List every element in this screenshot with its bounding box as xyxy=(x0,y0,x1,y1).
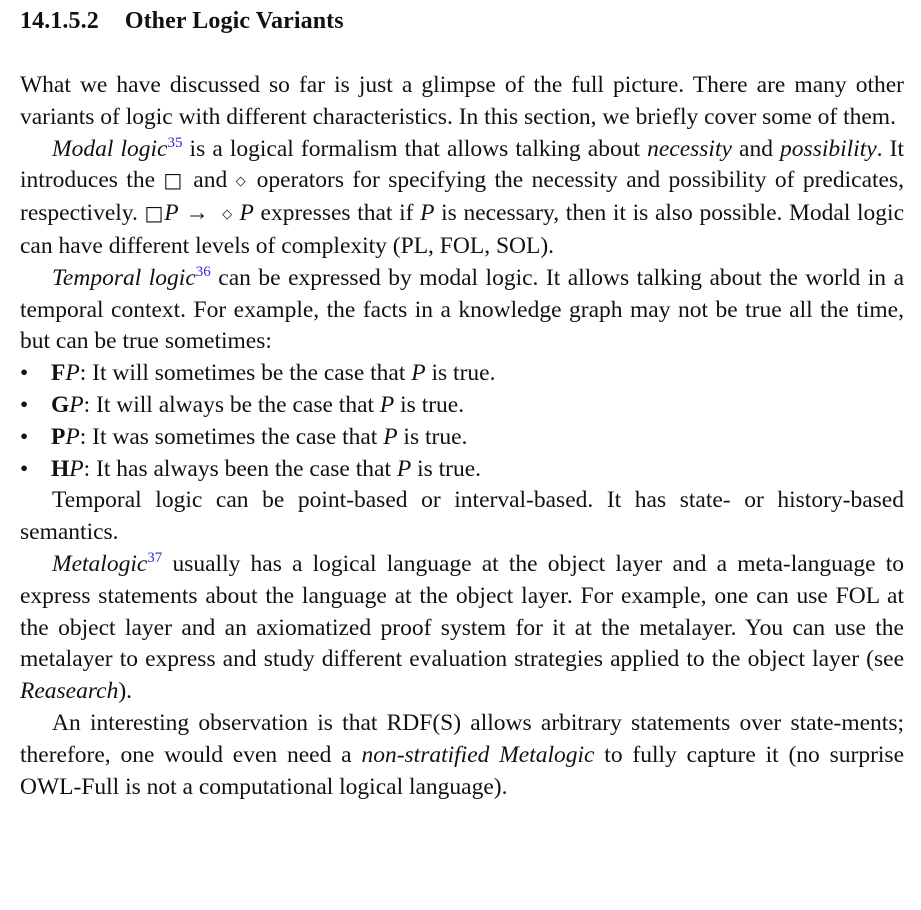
necessity-term: necessity xyxy=(647,135,732,162)
cross-reference: Reasearch xyxy=(20,678,119,705)
item-text: : It will always be the case that xyxy=(83,391,380,418)
section-heading xyxy=(20,8,344,35)
diamond-operator-symbol: ◇ xyxy=(235,174,249,190)
metalogic-paragraph xyxy=(20,549,904,708)
box-operator-symbol: □ xyxy=(144,201,165,226)
formula-var: P xyxy=(420,200,435,227)
modal-text: operators for specifying the necessity and possibility of predicates, respectively. xyxy=(20,167,904,227)
diamond-operator-symbol: ◇ xyxy=(222,207,233,223)
formula-var: P xyxy=(383,423,398,450)
modal-logic-term: Modal logic xyxy=(52,135,168,162)
modal-text: is a logical formalism that allows talking about xyxy=(182,135,648,162)
possibility-term: possibility xyxy=(780,135,877,162)
temporal-text: can be expressed by modal logic. It allows talking about the world in a temporal context. For example, the facts in a knowledge graph may not be true all the time, but can be true sometimes: xyxy=(20,264,904,355)
item-text: : It has always been the case that xyxy=(83,455,397,482)
operator-symbol: F xyxy=(51,360,66,387)
modal-text: and xyxy=(184,167,236,194)
formula-var: P xyxy=(239,200,254,227)
metalogic-term: Metalogic xyxy=(52,550,148,577)
section-number: 14.1.5.2 xyxy=(20,8,99,34)
list-item xyxy=(20,454,904,486)
operator-symbol: G xyxy=(51,391,70,418)
rdf-paragraph xyxy=(20,708,904,803)
operator-symbol: P xyxy=(51,423,66,450)
modal-text: and xyxy=(731,135,781,162)
formula-var: P xyxy=(65,423,80,450)
item-text: is true. xyxy=(394,391,465,418)
rdf-text: to fully capture it (no surprise OWL-Full is not a computational logical language). xyxy=(20,741,904,800)
temporal-operators-list xyxy=(20,358,904,485)
footnote-ref-36[interactable]: 36 xyxy=(195,263,211,280)
item-text: is true. xyxy=(397,423,468,450)
modal-text: . It introduces the xyxy=(20,135,905,194)
formula-var: P xyxy=(396,455,412,482)
intro-paragraph: What we have discussed so far is just a glimpse of the full picture. There are many other variants of logic with different characteristics. In this section, we briefly cover some of them. xyxy=(20,72,904,130)
formula-var: P xyxy=(69,455,84,482)
list-item xyxy=(20,390,904,422)
temporal-logic-term: Temporal logic xyxy=(52,264,196,291)
list-item xyxy=(20,358,904,390)
footnote-ref-35[interactable]: 35 xyxy=(167,134,183,151)
section-body xyxy=(20,70,904,803)
modal-text: expresses that if xyxy=(253,200,421,227)
section-title: Other Logic Variants xyxy=(124,8,344,34)
formula-var: P xyxy=(69,391,84,418)
list-item xyxy=(20,422,904,454)
formula-var: P xyxy=(411,360,426,387)
item-text: is true. xyxy=(411,455,482,482)
item-text: : It will sometimes be the case that xyxy=(79,360,412,387)
rdf-text: An interesting observation is that RDF(S) allows arbitrary statements over state-ments; therefore, one would even need a xyxy=(20,709,904,768)
implies-arrow: → xyxy=(185,200,209,227)
bullet-icon: • xyxy=(20,423,29,450)
formula-var: P xyxy=(65,360,80,387)
operator-symbol: H xyxy=(51,455,70,482)
modal-text: is necessary, then it is also possible. Modal logic can have different levels of complexity (PL, FOL, SOL). xyxy=(20,200,905,259)
formula-var: P xyxy=(164,200,179,227)
bullet-icon: • xyxy=(20,391,29,418)
metalogic-text: ). xyxy=(118,678,133,705)
temporal-note-paragraph: Temporal logic can be point-based or interval-based. It has state- or history-based semantics. xyxy=(20,487,904,546)
box-operator-symbol: □ xyxy=(163,168,185,193)
footnote-ref-37[interactable]: 37 xyxy=(147,549,163,566)
modal-logic-paragraph xyxy=(20,134,904,263)
metalogic-text: usually has a logical language at the object layer and a meta-language to express statements about the language at the object layer. For example, one can use FOL at the object layer and an axiomatized proof system for it at the metalayer. You can use the metalayer to express and study different evaluation strategies applied to the object layer (see xyxy=(20,550,904,673)
non-stratified-metalogic-term: non-stratified Metalogic xyxy=(361,741,595,768)
formula-var: P xyxy=(379,391,395,418)
item-text: is true. xyxy=(425,360,496,387)
bullet-icon: • xyxy=(20,360,29,387)
item-text: : It was sometimes the case that xyxy=(79,423,384,450)
temporal-logic-paragraph xyxy=(20,263,904,358)
bullet-icon: • xyxy=(20,455,29,482)
